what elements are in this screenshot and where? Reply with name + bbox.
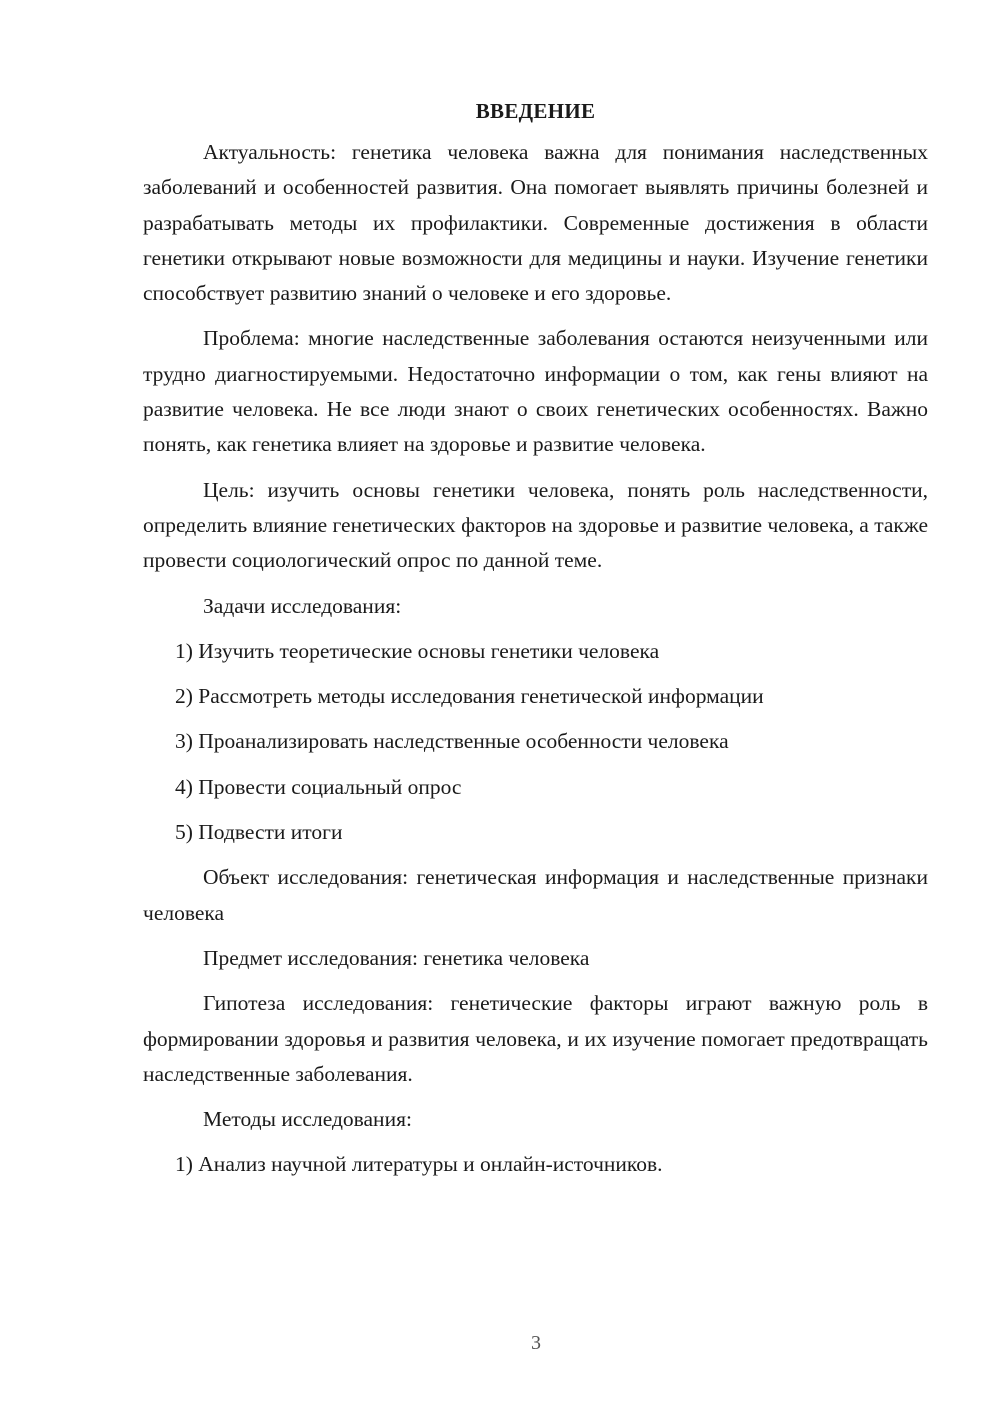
paragraph-relevance: Актуальность: генетика человека важна для понимания наследственных заболеваний и особенностей развития. Она помогает выявлять причины болезней и разрабатывать методы их профилактики. Современные достижения в области генетики открывают новые возможности для медицины и науки. Изучение генетики способствует развитию знаний о человеке и его здоровье. — [143, 140, 928, 306]
page-title: ВВЕДЕНИЕ — [475, 99, 596, 123]
task-item: 1) Изучить теоретические основы генетики человека — [175, 638, 660, 663]
paragraph-object: Объект исследования: генетическая информация и наследственные признаки человека — [143, 865, 928, 925]
methods-heading: Методы исследования: — [203, 1107, 412, 1132]
paragraph-problem: Проблема: многие наследственные заболевания остаются неизученными или трудно диагностируемыми. Недостаточно информации о том, как гены влияют на развитие человека. Не все люди знают о своих генетических особенностях. Важно понять, как генетика влияет на здоровье и развитие человека. — [143, 326, 928, 457]
task-item: 3) Проанализировать наследственные особенности человека — [175, 729, 729, 754]
document-page — [143, 95, 928, 1193]
paragraph-subject: Предмет исследования: генетика человека — [203, 945, 590, 970]
method-item: 1) Анализ научной литературы и онлайн-источников. — [175, 1152, 663, 1177]
tasks-heading: Задачи исследования: — [203, 593, 402, 618]
task-item: 2) Рассмотреть методы исследования генетической информации — [175, 684, 764, 709]
paragraph-hypothesis: Гипотеза исследования: генетические факторы играют важную роль в формировании здоровья и развития человека, и их изучение помогает предотвращать наследственные заболевания. — [143, 991, 928, 1086]
task-item: 5) Подвести итоги — [175, 820, 343, 845]
paragraph-goal: Цель: изучить основы генетики человека, понять роль наследственности, определить влияние генетических факторов на здоровье и развитие человека, а также провести социологический опрос по данной теме. — [143, 477, 928, 573]
page-number: 3 — [531, 1332, 541, 1354]
task-item: 4) Провести социальный опрос — [175, 774, 462, 799]
